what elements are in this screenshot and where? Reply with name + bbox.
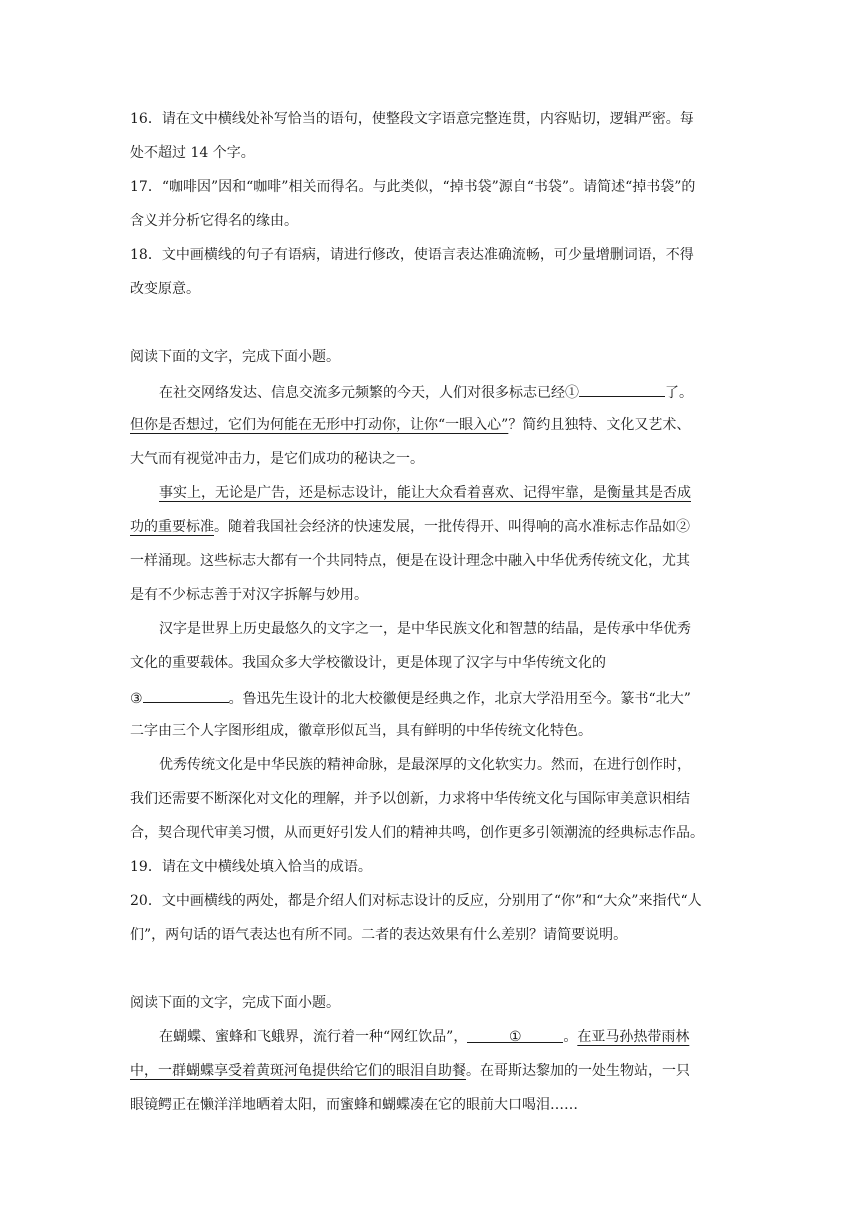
passage-3-line-1 — [130, 1026, 732, 1060]
underlined-sentence-end: 中，一群蝴蝶享受着黄斑河龟提供给它们的眼泪自助餐 — [130, 1063, 466, 1079]
passage-2-p2-line-4: 是有不少标志善于对汉字拆解与妙用。 — [130, 587, 368, 603]
text: 在蝴蝶、蜜蜂和飞蛾界，流行着一种“网红饮品”， — [159, 1029, 468, 1045]
passage-2-intro: 阅读下面的文字，完成下面小题。 — [130, 349, 340, 365]
question-20-line-1: 20．文中画横线的两处，都是介绍人们对标志设计的反应，分别用了“你”和“大众”来指代“人 — [130, 893, 702, 909]
blank-marker: ③ — [130, 691, 143, 707]
text: 。在哥斯达黎加的一处生物站，一只 — [466, 1063, 690, 1079]
text: 在社交网络发达、信息交流多元频繁的今天，人们对很多标志已经① — [159, 385, 579, 401]
passage-2-p2-line-2 — [130, 516, 732, 550]
passage-3-intro: 阅读下面的文字，完成下面小题。 — [130, 995, 340, 1011]
fill-blank-3[interactable] — [143, 686, 229, 703]
spacer — [130, 312, 732, 346]
underlined-sentence-2-end: 功的重要标准 — [130, 519, 214, 535]
question-16-line-1: 16．请在文中横线处补写恰当的语句，使整段文字语意完整连贯，内容贴切，逻辑严密。每 — [130, 111, 694, 127]
passage-2-p4-line-2: 我们还需要不断深化对文化的理解，并予以创新，力求将中华传统文化与国际审美意识相结 — [130, 791, 690, 807]
text: 了。 — [665, 385, 693, 401]
text: 。鲁迅先生设计的北大校徽便是经典之作，北京大学沿用至今。篆书“北大” — [228, 691, 691, 707]
question-17-line-1: 17．“咖啡因”因和“咖啡”相关而得名。与此类似，“掉书袋”源自“书袋”。请简述“掉书袋”的 — [130, 179, 696, 195]
passage-2-p4-line-3: 合，契合现代审美习惯，从而更好引发人们的精神共鸣，创作更多引领潮流的经典标志作品。 — [130, 825, 704, 841]
underlined-sentence-1: 但你是否想过，它们为何能在无形中打动你，让你“一眼入心” — [130, 417, 509, 433]
passage-2-p1-line-2 — [130, 414, 732, 448]
passage-2-p3-line-3 — [130, 686, 732, 720]
spacer — [130, 958, 732, 992]
passage-2-p3-line-2: 文化的重要载体。我国众多大学校徽设计，更是体现了汉字与中华传统文化的 — [130, 655, 606, 671]
passage-2-p4-line-1: 优秀传统文化是中华民族的精神命脉，是最深厚的文化软实力。然而，在进行创作时， — [159, 757, 691, 773]
text: ？简约且独特、文化又艺术、 — [508, 417, 691, 433]
underlined-sentence-2: 事实上，无论是广告，还是标志设计，能让大众看着喜欢、记得牢靠，是衡量其是否成 — [159, 485, 691, 501]
passage-3-line-3: 眼镜鳄正在懒洋洋地晒着太阳，而蜜蜂和蝴蝶凑在它的眼前大口喝泪…… — [130, 1097, 578, 1113]
passage-2-p3-line-1: 汉字是世界上历史最悠久的文字之一，是中华民族文化和智慧的结晶，是传承中华优秀 — [159, 621, 691, 637]
question-18-line-2: 改变原意。 — [130, 281, 200, 297]
question-19: 19．请在文中横线处填入恰当的成语。 — [130, 859, 372, 875]
text: 。随着我国社会经济的快速发展，一批传得开、叫得响的高水准标志作品如② — [214, 519, 690, 535]
question-20-line-2: 们”，两句话的语气表达也有所不同。二者的表达效果有什么差别？请简要说明。 — [130, 927, 628, 943]
passage-2-p1-line-3: 大气而有视觉冲击力，是它们成功的秘诀之一。 — [130, 451, 424, 467]
text: 。 — [563, 1029, 578, 1045]
underlined-sentence: 在亚马孙热带雨林 — [577, 1029, 690, 1045]
passage-2-p2-line-3: 一样涌现。这些标志大都有一个共同特点，便是在设计理念中融入中华优秀传统文化，尤其 — [130, 553, 690, 569]
exam-content — [130, 108, 732, 1128]
fill-blank-1[interactable] — [579, 380, 665, 397]
question-17-line-2: 含义并分析它得名的缘由。 — [130, 213, 298, 229]
passage-2-p2-line-1 — [130, 482, 732, 516]
passage-2-p1-line-1 — [130, 380, 732, 414]
passage-3-line-2 — [130, 1060, 732, 1094]
fill-blank-1[interactable]: ① — [467, 1026, 563, 1043]
passage-2-p3-line-4: 二字由三个人字图形组成，徽章形似瓦当，具有鲜明的中华传统文化特色。 — [130, 723, 592, 739]
question-18-line-1: 18．文中画横线的句子有语病，请进行修改，使语言表达准确流畅，可少量增删词语，不得 — [130, 247, 694, 263]
question-16-line-2: 处不超过 14 个字。 — [130, 145, 255, 161]
